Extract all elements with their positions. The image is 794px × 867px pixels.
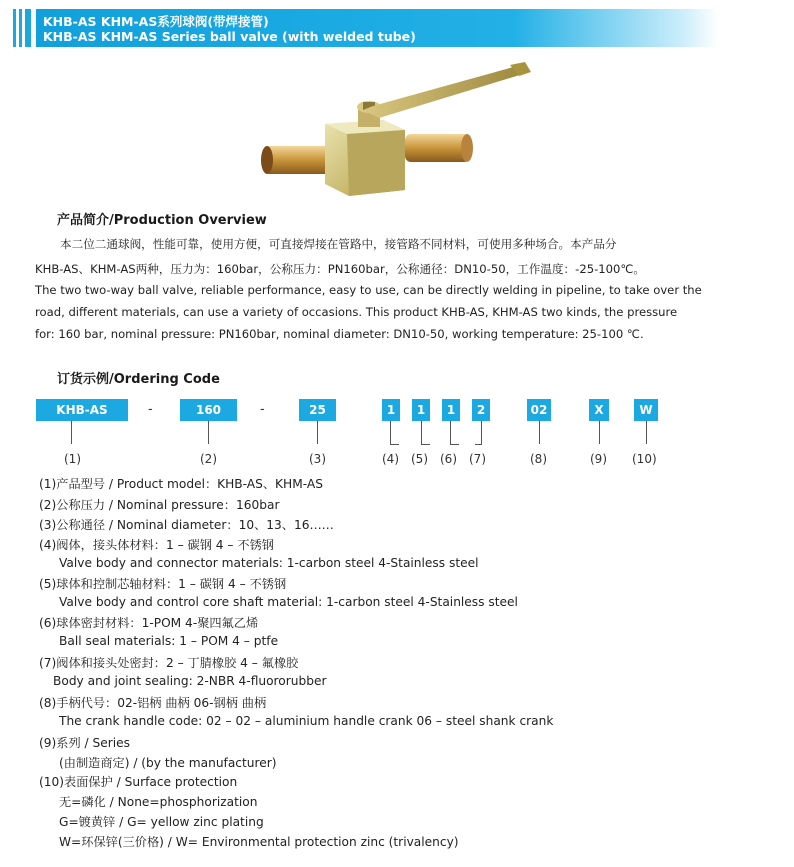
ordering-heading: 订货示例/Ordering Code [57,372,220,387]
code-position-number: (10) [632,452,657,466]
overview-line: road, different materials, can use a variety of occasions. This product KHB-AS, KHM-AS two kinds, the pressure [35,305,678,319]
code-connector [421,421,430,445]
item-line: (2)公称压力 / Nominal pressure：160bar [39,498,280,512]
ball-valve-image [255,62,535,202]
overview-heading: 产品简介/Production Overview [57,213,267,228]
code-connector [539,421,540,444]
code-position-number: (7) [469,452,486,466]
code-connector [71,421,72,444]
code-box-joint-seal: 2 [472,399,490,421]
item-line: 无=磷化 / None=phosphorization [59,795,258,809]
item-line: (3)公称通径 / Nominal diameter：10、13、16…… [39,518,334,532]
code-connector [390,421,399,445]
item-line: (10)表面保护 / Surface protection [39,775,238,789]
code-position-number: (2) [200,452,217,466]
code-box-body-material: 1 [382,399,400,421]
code-box-seal-material: 1 [442,399,460,421]
code-dash: - [260,402,265,417]
header-title-cn: KHB-AS KHM-AS系列球阀(带焊接管) [43,14,269,29]
item-line: The crank handle code: 02 – 02 – aluminium handle crank 06 – steel shank crank [59,714,554,728]
code-dash: - [148,402,153,417]
overview-line: KHB-AS、KHM-AS两种，压力为：160bar，公称压力：PN160bar，公称通径：DN10-50，工作温度：-25-100℃。 [35,262,646,276]
item-line: Ball seal materials: 1 – POM 4 – ptfe [59,634,279,648]
code-position-number: (1) [64,452,81,466]
item-line: (7)阀体和接头处密封：2 – 丁腈橡胶 4 – 氟橡胶 [39,656,299,670]
code-connector [208,421,209,444]
item-line: G=镀黄锌 / G= yellow zinc plating [59,815,264,829]
code-position-number: (5) [411,452,428,466]
header-stripes [13,9,35,47]
overview-line: The two two-way ball valve, reliable performance, easy to use, can be directly welding in pipeline, to take over the [35,283,702,297]
code-position-number: (8) [530,452,547,466]
code-position-number: (4) [382,452,399,466]
code-connector [599,421,600,444]
header-title-en: KHB-AS KHM-AS Series ball valve (with welded tube) [43,29,416,44]
item-line: (1)产品型号 / Product model：KHB-AS、KHM-AS [39,477,323,491]
code-position-number: (6) [440,452,457,466]
code-connector [646,421,647,444]
code-box-ball-material: 1 [412,399,430,421]
item-line: (6)球体密封材料：1-POM 4-聚四氟乙烯 [39,616,259,630]
item-line: (8)手柄代号：02-铝柄 曲柄 06-钢柄 曲柄 [39,696,267,710]
overview-line: 本二位二通球阀，性能可靠，使用方便，可直接焊接在管路中，接管路不同材料，可使用多种场合。本产品分 [60,237,617,251]
item-line: Valve body and connector materials: 1-carbon steel 4-Stainless steel [59,556,479,570]
code-box-pressure: 160 [180,399,237,421]
item-line: Body and joint sealing: 2-NBR 4-fluororubber [53,674,327,688]
code-box-handle: 02 [527,399,551,421]
item-line: (9)系列 / Series [39,736,130,750]
item-line: Valve body and control core shaft material: 1-carbon steel 4-Stainless steel [59,595,518,609]
item-line: W=环保锌(三价格) / W= Environmental protection zinc (trivalency) [59,835,459,849]
item-line: (4)阀体，接头体材料：1 – 碳钢 4 – 不锈钢 [39,538,274,552]
item-line: (5)球体和控制芯轴材料：1 – 碳钢 4 – 不锈钢 [39,577,287,591]
code-connector [475,421,482,445]
code-box-surface: W [634,399,658,421]
item-line: (由制造商定) / (by the manufacturer) [59,756,277,770]
code-box-series: X [589,399,609,421]
code-connector [450,421,459,445]
overview-line: for: 160 bar, nominal pressure: PN160bar, nominal diameter: DN10-50, working temperature: 25-100 ℃. [35,327,644,341]
code-box-diameter: 25 [299,399,336,421]
code-connector [317,421,318,444]
code-box-model: KHB-AS [36,399,128,421]
code-position-number: (9) [590,452,607,466]
code-position-number: (3) [309,452,326,466]
